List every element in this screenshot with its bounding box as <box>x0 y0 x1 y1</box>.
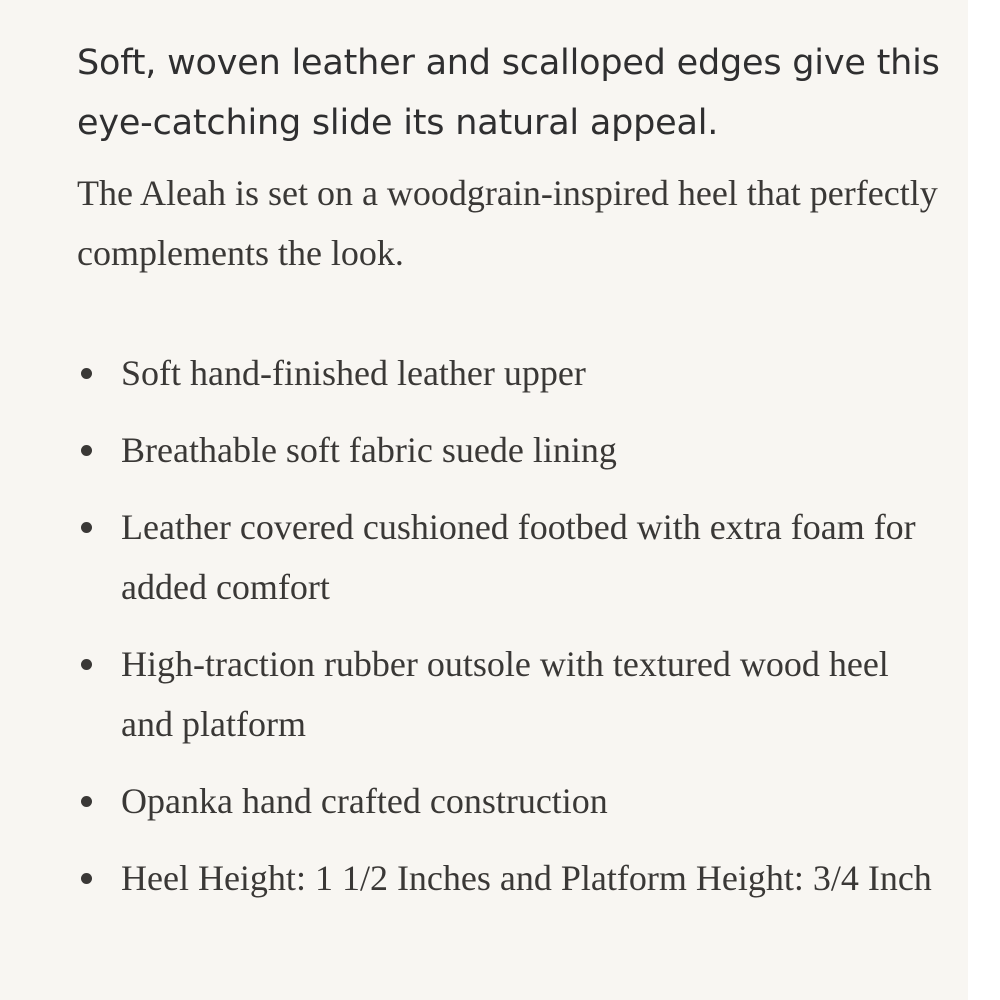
feature-item <box>0 420 968 480</box>
feature-text: Opanka hand crafted construction <box>121 781 608 821</box>
feature-item <box>0 343 968 403</box>
feature-item <box>0 634 968 754</box>
bullet-icon <box>81 522 92 533</box>
feature-text: Leather covered cushioned footbed with extra foam for added comfort <box>121 507 916 607</box>
bullet-icon <box>81 445 92 456</box>
feature-list <box>0 343 968 925</box>
lead-paragraph: Soft, woven leather and scalloped edges give this eye-catching slide its natural appeal. <box>77 43 940 143</box>
feature-text: High-traction rubber outsole with textured wood heel and platform <box>121 644 889 744</box>
feature-item <box>0 771 968 831</box>
bullet-icon <box>81 659 92 670</box>
bullet-icon <box>81 796 92 807</box>
feature-text: Heel Height: 1 1/2 Inches and Platform Height: 3/4 Inch <box>121 858 932 898</box>
feature-item <box>0 497 968 617</box>
feature-item <box>0 848 968 908</box>
bullet-icon <box>81 873 92 884</box>
feature-text: Soft hand-finished leather upper <box>121 353 586 393</box>
bullet-icon <box>81 368 92 379</box>
description-paragraph: The Aleah is set on a woodgrain-inspired heel that perfectly complements the look. <box>77 173 938 273</box>
feature-text: Breathable soft fabric suede lining <box>121 430 617 470</box>
